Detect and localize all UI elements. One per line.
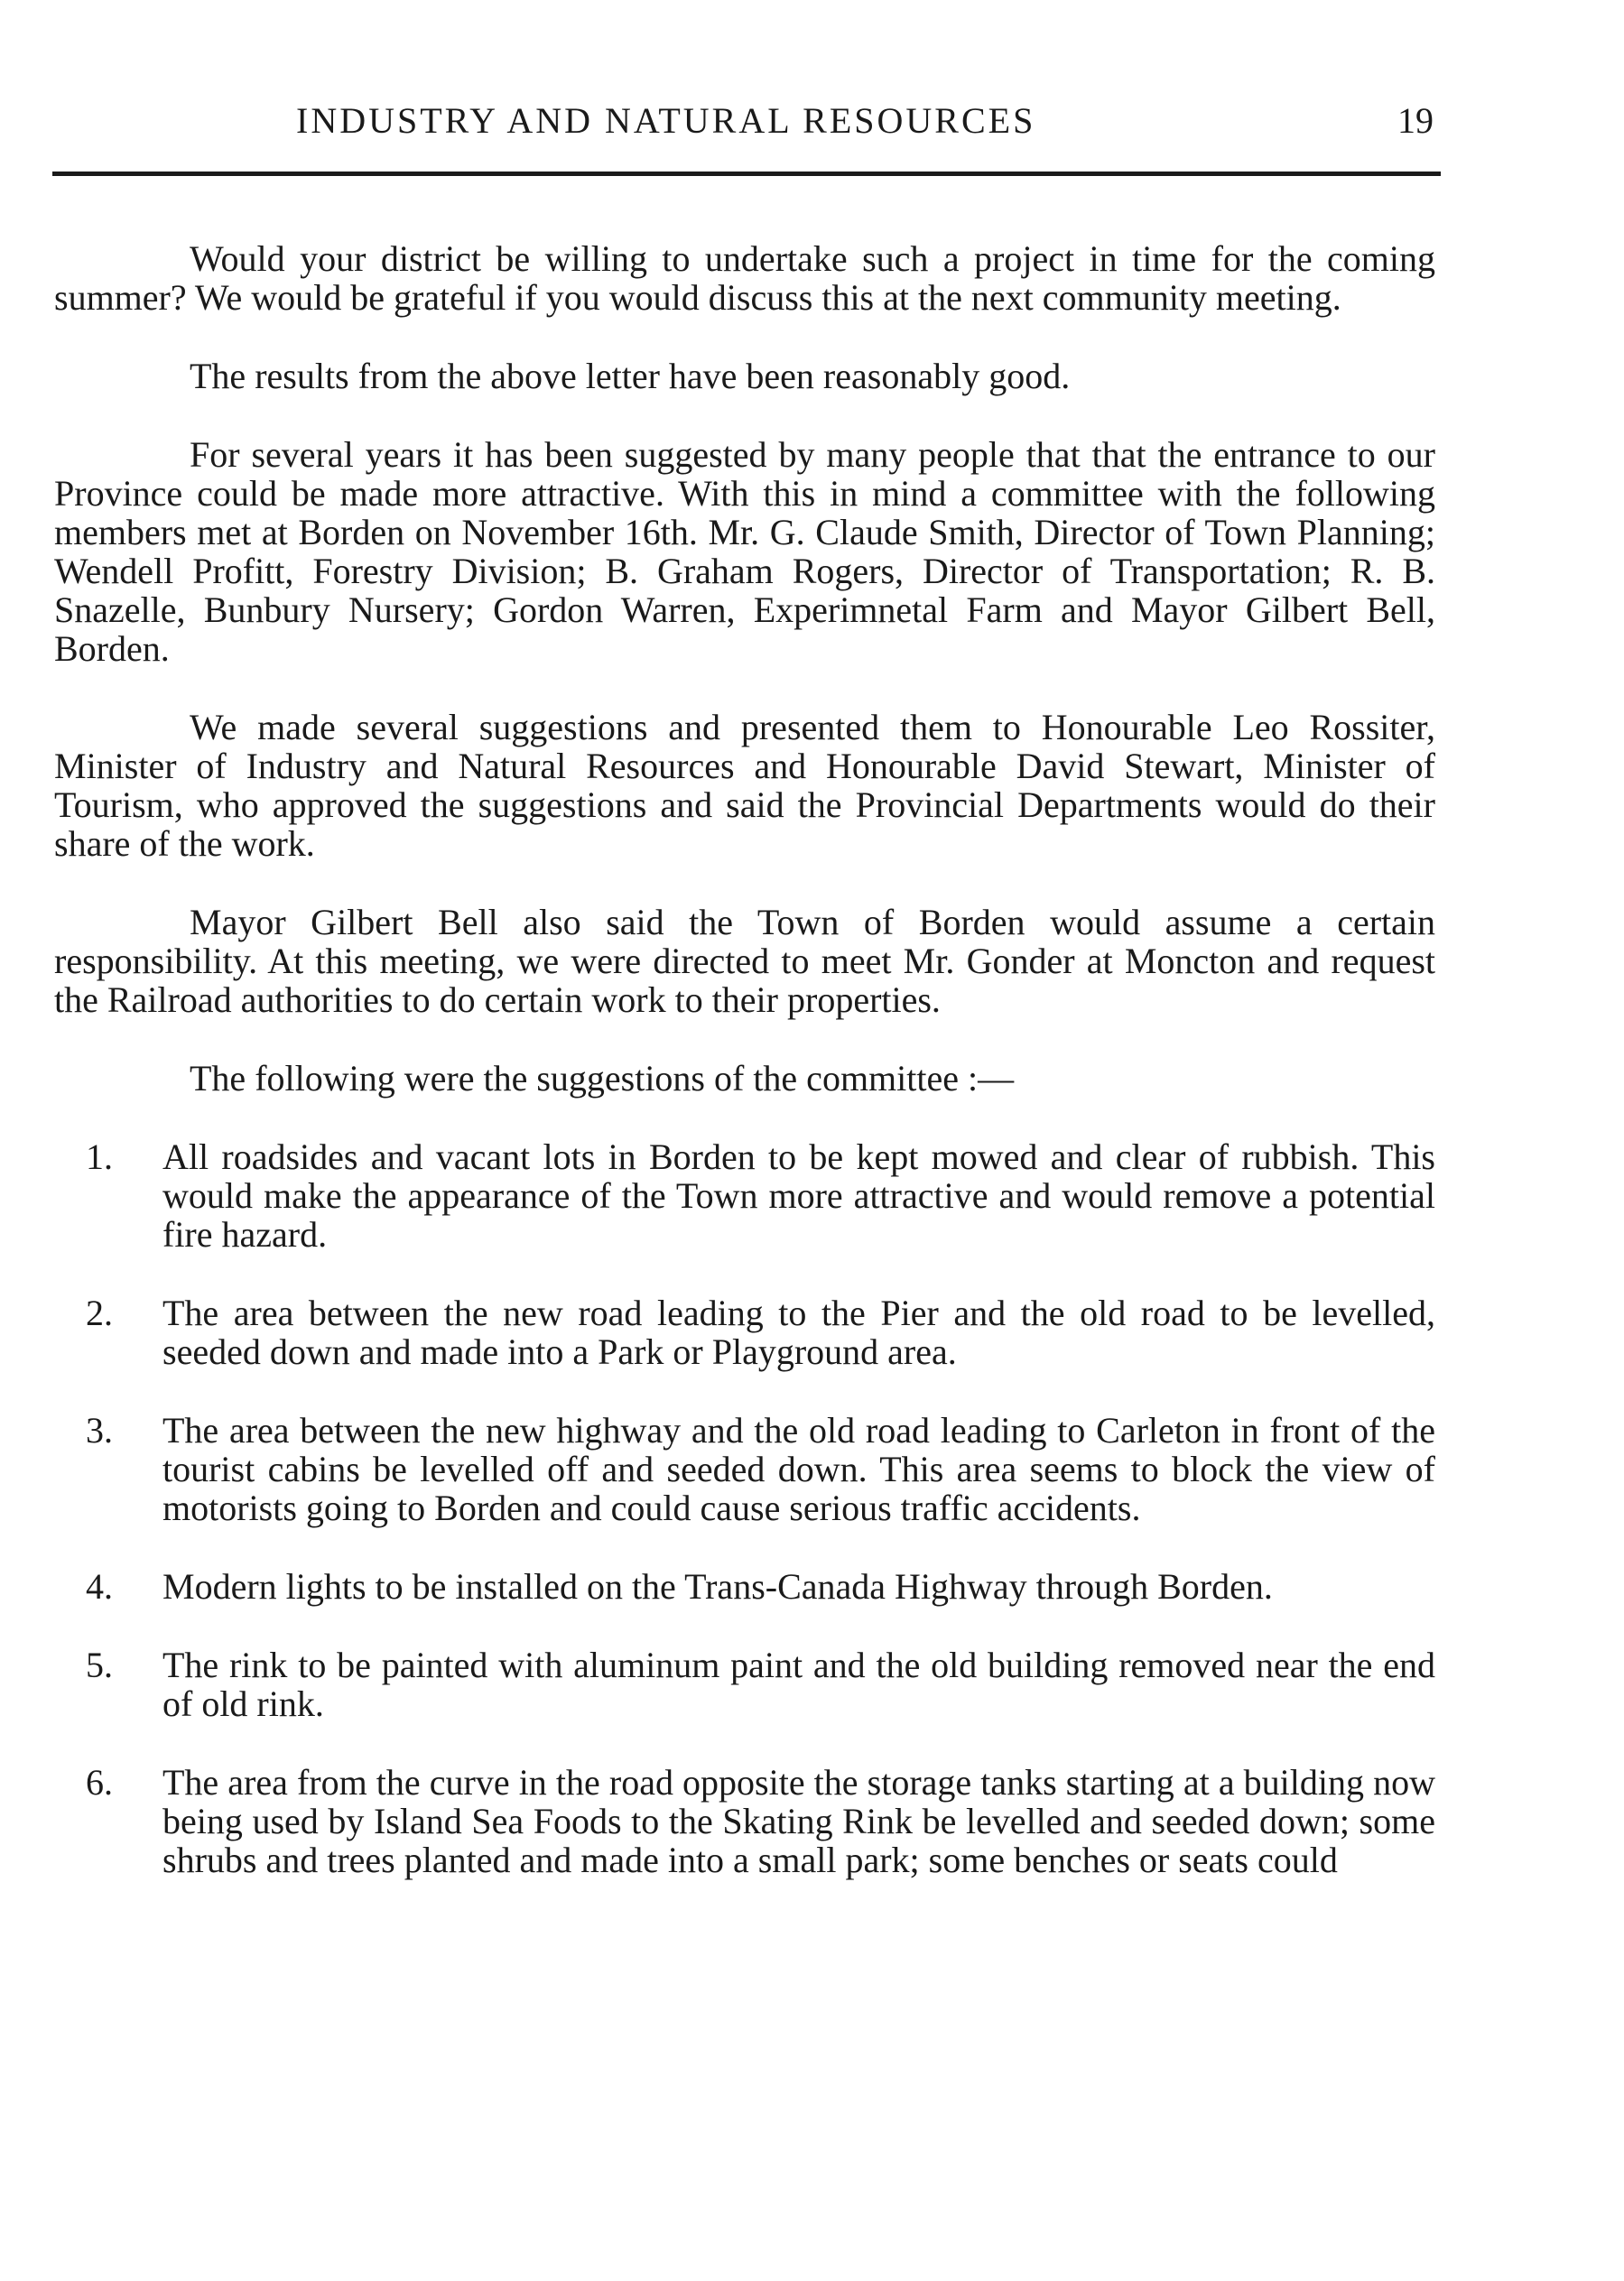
suggestions-list xyxy=(54,1137,1435,1879)
page-number: 19 xyxy=(1397,100,1434,141)
list-item-text: The area between the new road leading to the Pier and the old road to be levelled, seeded down and made into a Park or Playground area. xyxy=(162,1293,1435,1372)
paragraph: Would your district be willing to undertake such a project in time for the coming summer? We would be grateful if you would discuss this at the next community meeting. xyxy=(54,238,1435,318)
paragraph: For several years it has been suggested by many people that that the entrance to our Province could be made more attractive. With this in mind a committee with the following members met at Borden on November 16th. Mr. G. Claude Smith, Director of Town Planning; Wendell Profitt, Forestry Division; B. Graham Rogers, Director of Transportation; R. B. Snazelle, Bunbury Nursery; Gordon Warren, Experimnetal Farm and Mayor Gilbert Bell, Borden. xyxy=(54,434,1435,669)
list-item xyxy=(54,1646,1435,1723)
list-item xyxy=(54,1137,1435,1254)
body-text xyxy=(54,239,1435,1919)
list-item-text: All roadsides and vacant lots in Borden to be kept mowed and clear of rubbish. This would make the appearance of the Town more attractive and would remove a potential fire hazard. xyxy=(162,1136,1435,1255)
list-item xyxy=(54,1763,1435,1879)
header-rule xyxy=(52,172,1441,176)
running-header-title: INDUSTRY AND NATURAL RESOURCES xyxy=(296,100,1036,141)
list-item-number: 5. xyxy=(86,1645,113,1685)
paragraph: Mayor Gilbert Bell also said the Town of Borden would assume a certain responsibility. At this meeting, we were directed to meet Mr. Gonder at Moncton and request the Railroad authorities to do certain work to their properties. xyxy=(54,902,1435,1020)
list-item-text: The area between the new highway and the old road leading to Carleton in front of the tourist cabins be levelled off and seeded down. This area seems to block the view of motorists going to Borden and could cause serious traffic accidents. xyxy=(162,1410,1435,1528)
list-item-number: 6. xyxy=(86,1762,113,1803)
list-item xyxy=(54,1293,1435,1371)
running-header xyxy=(52,99,1441,153)
list-item-text: Modern lights to be installed on the Trans-Canada Highway through Borden. xyxy=(162,1566,1273,1607)
paragraph: The results from the above letter have been reasonably good. xyxy=(190,356,1071,396)
list-item-number: 4. xyxy=(86,1566,113,1607)
list-item-text: The rink to be painted with aluminum paint and the old building removed near the end of old rink. xyxy=(162,1645,1435,1724)
list-item-number: 1. xyxy=(86,1136,113,1177)
list-item xyxy=(54,1567,1435,1606)
list-item-number: 2. xyxy=(86,1293,113,1333)
list-item xyxy=(54,1411,1435,1527)
list-item-text: The area from the curve in the road opposite the storage tanks starting at a building now being used by Island Sea Foods to the Skating Rink be levelled and seeded down; some shrubs and trees planted and made into a small park; some benches or seats could xyxy=(162,1762,1435,1880)
paragraph: We made several suggestions and presented them to Honourable Leo Rossiter, Minister of Industry and Natural Resources and Honourable David Stewart, Minister of Tourism, who approved the suggestions and said the Provincial Departments would do their share of the work. xyxy=(54,707,1435,864)
list-item-number: 3. xyxy=(86,1410,113,1451)
paragraph: The following were the suggestions of the committee :— xyxy=(190,1058,1015,1099)
